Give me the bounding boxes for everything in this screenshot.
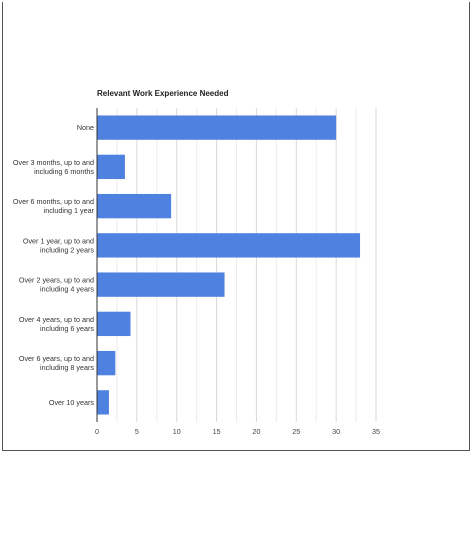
category-label: including 8 years <box>40 363 94 373</box>
bar <box>97 312 130 336</box>
bar <box>97 194 171 218</box>
chart-title: Relevant Work Experience Needed <box>97 89 229 98</box>
category-label: including 1 year <box>43 206 94 216</box>
category-label: Over 6 years, up to and <box>18 354 94 364</box>
x-tick-label: 15 <box>212 427 221 436</box>
category-label: Over 1 year, up to and <box>22 236 94 246</box>
category-label: Over 2 years, up to and <box>18 275 94 285</box>
category-label: None <box>76 123 94 133</box>
category-label: including 4 years <box>40 284 94 294</box>
x-tick-label: 30 <box>332 427 341 436</box>
x-tick-label: 35 <box>372 427 380 436</box>
bar <box>97 155 125 179</box>
x-tick-label: 10 <box>172 427 181 436</box>
category-label: Over 4 years, up to and <box>18 314 94 324</box>
category-label: Over 3 months, up to and <box>12 157 94 167</box>
x-tick-label: 20 <box>252 427 261 436</box>
bar <box>97 272 225 296</box>
x-tick-label: 25 <box>292 427 301 436</box>
bar <box>97 390 109 414</box>
bar <box>97 351 115 375</box>
category-label: including 6 months <box>34 166 94 176</box>
x-tick-label: 0 <box>95 427 99 436</box>
category-label: including 2 years <box>40 245 94 255</box>
bar <box>97 233 360 257</box>
category-label: including 6 years <box>40 323 94 333</box>
bar <box>97 115 336 139</box>
x-tick-label: 5 <box>134 427 139 436</box>
category-label: Over 10 years <box>48 397 94 407</box>
category-label: Over 6 months, up to and <box>12 197 94 207</box>
